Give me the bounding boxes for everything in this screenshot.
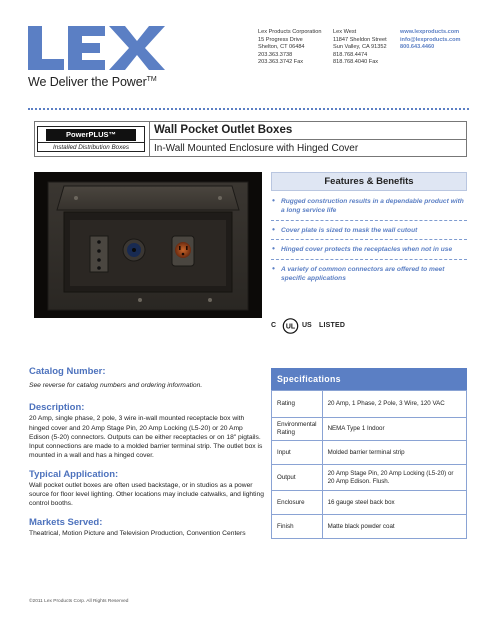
table-row [272, 441, 467, 465]
specifications-panel [271, 368, 467, 539]
spec-label: Enclosure [272, 491, 323, 515]
feature-item: • Rugged construction results in a dependable product with a long service life [271, 195, 467, 221]
spec-value: Molded barrier terminal strip [322, 441, 466, 465]
contact-hq: Lex Products Corporation 15 Progress Drive Shelton, CT 06484 203.363.3738 203.363.3742 Fax [258, 29, 322, 66]
cert-us: US [302, 322, 312, 329]
title-box [34, 121, 467, 157]
ul-icon [281, 318, 300, 334]
phone-number: 800.643.4460 [400, 44, 435, 51]
markets-heading: Markets Served: [29, 516, 103, 528]
specifications-table [271, 390, 467, 539]
spec-label: Input [272, 441, 323, 465]
catalog-body: See reverse for catalog numbers and ordering information. [29, 382, 203, 389]
page-title: Wall Pocket Outlet Boxes [154, 124, 293, 136]
lex-logo [28, 26, 166, 70]
powerplus-badge [37, 126, 145, 152]
catalog-heading: Catalog Number: [29, 366, 106, 377]
table-row [272, 391, 467, 418]
badge-top: PowerPLUS™ [46, 129, 136, 141]
badge-bottom: Installed Distribution Boxes [38, 142, 144, 153]
spec-label: Finish [272, 515, 323, 539]
page-subtitle: In-Wall Mounted Enclosure with Hinged Cover [154, 143, 359, 154]
ul-listed-mark [271, 318, 381, 334]
features-heading: Features & Benefits [271, 172, 467, 191]
application-heading: Typical Application: [29, 468, 119, 480]
specifications-heading: Specifications [271, 368, 467, 390]
spec-label: Environmental Rating [272, 418, 323, 441]
cert-c: C [271, 322, 277, 329]
feature-item: • Cover plate is sized to mask the wall cutout [271, 224, 467, 240]
spec-label: Output [272, 465, 323, 491]
product-photo [34, 172, 262, 318]
cert-listed: LISTED [319, 322, 346, 329]
spec-value: 16 gauge steel back box [322, 491, 466, 515]
spec-value: 20 Amp, 1 Phase, 2 Pole, 3 Wire, 120 VAC [322, 391, 466, 418]
table-row [272, 491, 467, 515]
table-row [272, 418, 467, 441]
feature-item: • Hinged cover protects the receptacles when not in use [271, 243, 467, 259]
application-body: Wall pocket outlet boxes are often used backstage, or in studios as a power source for floor level lighting. Other locations may include catwalks, and lighting control booths. [29, 481, 264, 508]
features-panel [271, 172, 467, 290]
markets-body: Theatrical, Motion Picture and Television Production, Convention Centers [29, 529, 246, 537]
spec-value: NEMA Type 1 Indoor [322, 418, 466, 441]
contact-west: Lex West 11847 Sheldon Street Sun Valley, CA 91352 818.768.4474 818.768.4040 Fax [333, 29, 387, 66]
website-link[interactable]: www.lexproducts.com [400, 29, 460, 35]
spec-value: 20 Amp Stage Pin, 20 Amp Locking (L5-20) or 20 Amp Edison. Flush. [322, 465, 466, 491]
svg-text:UL: UL [285, 323, 296, 331]
header-divider [28, 108, 469, 110]
table-row [272, 515, 467, 539]
spec-label: Rating [272, 391, 323, 418]
table-row [272, 465, 467, 491]
logo-block [28, 26, 173, 89]
description-body: 20 Amp, single phase, 2 pole, 3 wire in-wall mounted receptacle box with hinged cover and 20 Amp Stage Pin, 20 Amp Locking (L5-20) or 20 Amp Edison (5-20) connectors. Outputs can be either receptacles or on 18" pigtails. Input connections are made to a molded barrier terminal strip. The outlet box is mounted in a wall and has a hinged cover. [29, 415, 263, 460]
contact-web [400, 29, 460, 52]
features-list [271, 195, 467, 287]
copyright-footer: ©2011 Lex Products Corp. All Rights Reserved [29, 599, 129, 604]
feature-item: • A variety of common connectors are offered to meet specific applications [271, 263, 467, 288]
email-link[interactable]: info@lexproducts.com [400, 36, 461, 43]
description-heading: Description: [29, 402, 85, 414]
description-column [29, 366, 265, 538]
spec-value: Matte black powder coat [322, 515, 466, 539]
tagline: We Deliver the Power™ [28, 75, 157, 89]
